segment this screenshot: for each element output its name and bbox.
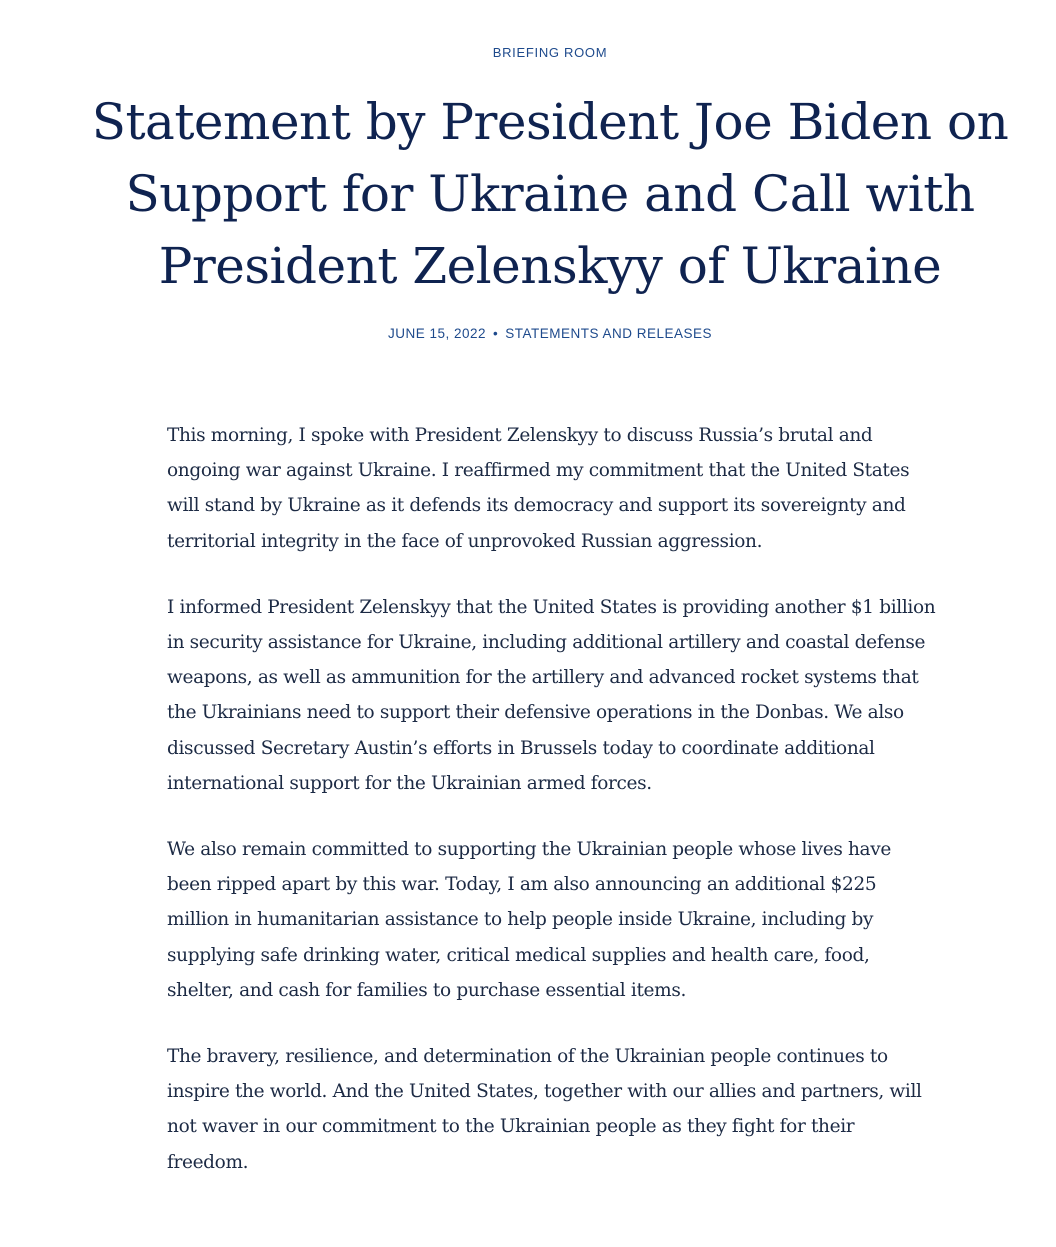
post-meta — [0, 326, 1056, 341]
section-link-briefing-room[interactable]: BRIEFING ROOM — [492, 45, 608, 60]
article-paragraph: The bravery, resilience, and determination of the Ukrainian people continues to inspire the world. And the United States, together with our allies and partners, will not waver in our commitment to the Ukrainian people as they fight for their freedom. — [167, 1046, 922, 1173]
article-paragraph: This morning, I spoke with President Zelenskyy to discuss Russia’s brutal and ongoing war against Ukraine. I reaffirmed my commitment that the United States will stand by Ukraine as it defends its democracy and support its sovereignty and territorial integrity in the face of unprovoked Russian aggression. — [167, 425, 910, 552]
article-paragraph: We also remain committed to supporting the Ukrainian people whose lives have been ripped apart by this war. Today, I am also announcing an additional $225 million in humanitarian assistance to help people inside Ukraine, including by supplying safe drinking water, critical medical supplies and health care, food, shelter, and cash for families to purchase essential items. — [167, 839, 891, 1001]
page-title: Statement by President Joe Biden on Support for Ukraine and Call with President Zelenskyy of Ukraine — [91, 93, 1009, 295]
category-link[interactable]: STATEMENTS AND RELEASES — [505, 326, 713, 341]
post-date: JUNE 15, 2022 — [387, 326, 487, 341]
meta-separator: • — [493, 326, 499, 341]
article-body — [167, 418, 937, 1211]
article-paragraph: I informed President Zelenskyy that the United States is providing another $1 billion in security assistance for Ukraine, including additional artillery and coastal defense weapons, as well as ammunition for the artillery and advanced rocket systems that the Ukrainians need to support their defensive operations in the Donbas. We also discussed Secretary Austin’s efforts in Brussels today to coordinate additional international support for the Ukrainian armed forces. — [167, 596, 936, 794]
